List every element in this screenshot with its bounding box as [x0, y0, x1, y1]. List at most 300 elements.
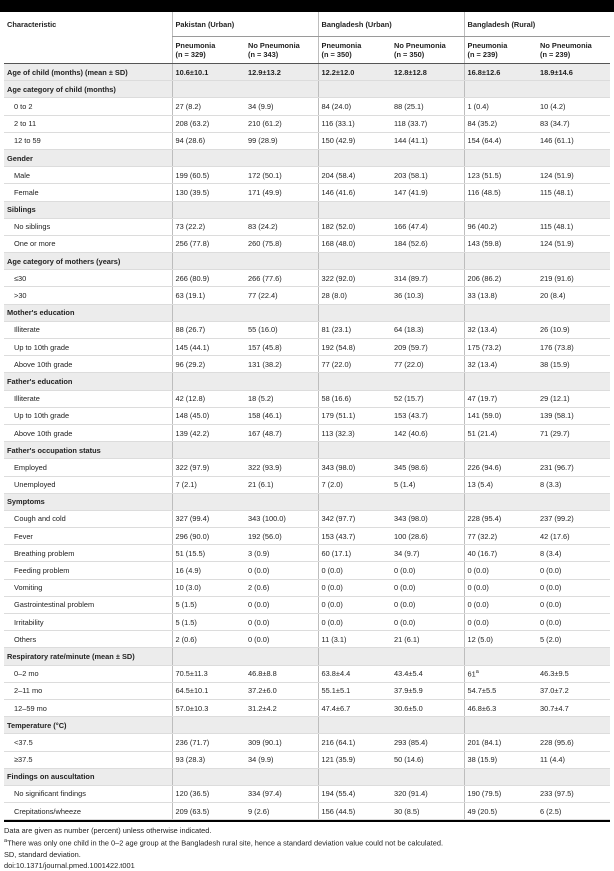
- table-cell: [172, 493, 245, 510]
- cell-value: 5 (1.5): [175, 617, 197, 627]
- table-cell: [172, 235, 245, 252]
- cell-value: 182 (52.0): [321, 222, 356, 232]
- table-cell: [318, 235, 391, 252]
- cell-value: 13 (5.4): [467, 480, 493, 490]
- section-row: [4, 493, 610, 510]
- row-label: Up to 10th grade: [4, 407, 172, 424]
- table-cell: [464, 373, 537, 390]
- cell-value: 42 (17.6): [540, 531, 570, 541]
- table-cell: [172, 562, 245, 579]
- cell-value: 34 (9.7): [394, 548, 420, 558]
- table-cell: [318, 803, 391, 820]
- cell-value: 260 (75.8): [248, 239, 282, 249]
- section-row: [4, 648, 610, 665]
- cell-value: 77 (22.0): [394, 359, 424, 369]
- cell-value: 209 (63.5): [175, 806, 210, 816]
- cell-value: 88 (25.1): [394, 101, 424, 111]
- table-cell: [391, 545, 464, 562]
- cell-value: 266 (77.6): [248, 273, 282, 283]
- table-row: [4, 665, 610, 682]
- table-cell: [172, 304, 245, 321]
- cell-value: 63 (19.1): [175, 291, 206, 301]
- table-row: [4, 459, 610, 476]
- table-top-bar: [0, 0, 614, 12]
- row-label: 2 to 11: [4, 115, 172, 132]
- table-cell: [464, 476, 537, 493]
- table-cell: [391, 579, 464, 596]
- group-header-label: Pneumonia: [175, 41, 216, 50]
- cell-value: 176 (73.8): [540, 342, 574, 352]
- cell-value: 29 (12.1): [540, 394, 570, 404]
- table-cell: [391, 424, 464, 441]
- row-label: Unemployed: [4, 476, 172, 493]
- cell-value: 42 (12.8): [175, 394, 206, 404]
- row-label: Up to 10th grade: [4, 339, 172, 356]
- cell-value: 32 (13.4): [467, 359, 498, 369]
- table-row: [4, 510, 610, 527]
- cell-value: 5 (1.4): [394, 480, 416, 490]
- table-cell: [391, 493, 464, 510]
- table-row: [4, 699, 610, 716]
- table-cell: [245, 682, 318, 699]
- cell-value: 28 (8.0): [321, 291, 347, 301]
- table-cell: [464, 390, 537, 407]
- table-cell: [464, 631, 537, 648]
- table-cell: [537, 424, 610, 441]
- table-cell: [537, 81, 610, 98]
- table-cell: [245, 510, 318, 527]
- cell-footnote-mark: a: [475, 668, 479, 675]
- cell-value: 0 (0.0): [248, 600, 270, 610]
- table-cell: [391, 734, 464, 751]
- table-cell: [245, 304, 318, 321]
- table-cell: [245, 424, 318, 441]
- table-cell: [172, 459, 245, 476]
- cell-value: 320 (91.4): [394, 789, 428, 799]
- group-header-label: Pneumonia: [467, 41, 508, 50]
- cell-value: 145 (44.1): [175, 342, 210, 352]
- table-cell: [464, 493, 537, 510]
- table-cell: [318, 167, 391, 184]
- cell-value: 36 (10.3): [394, 291, 424, 301]
- table-cell: [318, 510, 391, 527]
- table-cell: [464, 528, 537, 545]
- cell-value: 166 (47.4): [394, 222, 428, 232]
- row-label: Age category of mothers (years): [4, 253, 172, 270]
- table-cell: [537, 287, 610, 304]
- cell-value: 31.2±4.2: [248, 703, 277, 713]
- cell-value: 1 (0.4): [467, 101, 489, 111]
- table-cell: [464, 184, 537, 201]
- cell-value: 116 (33.1): [321, 119, 355, 129]
- table-cell: [391, 510, 464, 527]
- cell-value: 64 (18.3): [394, 325, 424, 335]
- table-cell: [172, 81, 245, 98]
- group-header-n: (n = 343): [248, 50, 279, 59]
- cell-value: 343 (98.0): [394, 514, 428, 524]
- cell-value: 131 (38.2): [248, 359, 282, 369]
- cell-value: 343 (100.0): [248, 514, 286, 524]
- table-cell: [245, 614, 318, 631]
- cell-value: 51 (15.5): [175, 548, 206, 558]
- footnote-text: There was only one child in the 0–2 age group at the Bangladesh rural site, hence a standard deviation value could not be calculated.: [7, 838, 443, 848]
- table-row: [4, 235, 610, 252]
- cell-value: 121 (35.9): [321, 755, 356, 765]
- table-cell: [537, 356, 610, 373]
- table-cell: [245, 631, 318, 648]
- cell-value: 12 (5.0): [467, 634, 493, 644]
- table-cell: [464, 665, 537, 682]
- table-cell: [318, 528, 391, 545]
- table-cell: [537, 648, 610, 665]
- table-cell: [391, 132, 464, 149]
- table-cell: [245, 665, 318, 682]
- cell-value: 142 (40.6): [394, 428, 428, 438]
- table-cell: [245, 459, 318, 476]
- table-cell: [537, 149, 610, 166]
- cell-value: 55 (16.0): [248, 325, 278, 335]
- table-cell: [318, 768, 391, 785]
- cell-value: 12.2±12.0: [321, 67, 355, 77]
- cell-value: 209 (59.7): [394, 342, 428, 352]
- cell-value: 52 (15.7): [394, 394, 424, 404]
- table-cell: [245, 339, 318, 356]
- table-cell: [391, 64, 464, 81]
- table-cell: [537, 98, 610, 115]
- table-cell: [172, 614, 245, 631]
- table-cell: [537, 493, 610, 510]
- cell-value: 0 (0.0): [467, 617, 489, 627]
- row-label: Temperature (°C): [4, 717, 172, 734]
- cell-value: 9 (2.6): [248, 806, 270, 816]
- table-cell: [391, 98, 464, 115]
- cell-value: 5 (1.5): [175, 600, 197, 610]
- cell-value: 37.0±7.2: [540, 686, 569, 696]
- cell-value: 94 (28.6): [175, 136, 206, 146]
- table-cell: [464, 682, 537, 699]
- row-label: 0–2 mo: [4, 665, 172, 682]
- cell-value: 208 (63.2): [175, 119, 210, 129]
- cell-value: 37.2±6.0: [248, 686, 277, 696]
- table-cell: [537, 579, 610, 596]
- table-cell: [245, 235, 318, 252]
- table-cell: [318, 665, 391, 682]
- table-cell: [391, 201, 464, 218]
- cell-value: 46.8±8.8: [248, 669, 277, 679]
- table-row: [4, 64, 610, 81]
- table-cell: [172, 665, 245, 682]
- table-cell: [245, 132, 318, 149]
- row-label: Father's occupation status: [4, 442, 172, 459]
- cell-value: 88 (26.7): [175, 325, 206, 335]
- table-cell: [172, 510, 245, 527]
- cell-value: 50 (14.6): [394, 755, 424, 765]
- table-cell: [391, 339, 464, 356]
- cell-value: 0 (0.0): [321, 583, 343, 593]
- table-cell: [245, 803, 318, 820]
- table-cell: [537, 442, 610, 459]
- table-row: [4, 682, 610, 699]
- row-label: Female: [4, 184, 172, 201]
- cell-value: 190 (79.5): [467, 789, 502, 799]
- table-cell: [172, 321, 245, 338]
- cell-value: 5 (2.0): [540, 634, 562, 644]
- group-header-n: (n = 239): [540, 50, 571, 59]
- table-cell: [245, 287, 318, 304]
- table-cell: [245, 201, 318, 218]
- row-label: Gastrointestinal problem: [4, 596, 172, 613]
- row-label: 12 to 59: [4, 132, 172, 149]
- table-cell: [464, 614, 537, 631]
- table-cell: [172, 596, 245, 613]
- cell-value: 216 (64.1): [321, 737, 356, 747]
- table-cell: [464, 132, 537, 149]
- table-cell: [172, 803, 245, 820]
- cell-value: 70.5±11.3: [175, 669, 208, 679]
- table-cell: [318, 562, 391, 579]
- table-cell: [391, 665, 464, 682]
- cell-value: 124 (51.9): [540, 239, 574, 249]
- cell-value: 30.7±4.7: [540, 703, 569, 713]
- section-row: [4, 717, 610, 734]
- table-row: [4, 339, 610, 356]
- cell-value: 60 (17.1): [321, 548, 352, 558]
- cell-value: 49 (20.5): [467, 806, 498, 816]
- cell-value: 226 (94.6): [467, 462, 502, 472]
- cell-value: 204 (58.4): [321, 170, 356, 180]
- cell-value: 146 (41.6): [321, 187, 356, 197]
- cell-value: 231 (96.7): [540, 462, 574, 472]
- site-header-bangladesh-rural: Bangladesh (Rural): [464, 12, 610, 37]
- cell-value: 10 (3.0): [175, 583, 201, 593]
- table-cell: [245, 407, 318, 424]
- cell-value: 7 (2.1): [175, 480, 197, 490]
- table-cell: [464, 648, 537, 665]
- table-row: [4, 803, 610, 820]
- table-cell: [318, 648, 391, 665]
- cell-value: 96 (29.2): [175, 359, 206, 369]
- cell-value: 115 (48.1): [540, 187, 574, 197]
- cell-value: 237 (99.2): [540, 514, 574, 524]
- row-label: Illiterate: [4, 321, 172, 338]
- row-label: Feeding problem: [4, 562, 172, 579]
- note-data-format: Data are given as number (percent) unless otherwise indicated.: [4, 826, 212, 836]
- table-cell: [245, 321, 318, 338]
- table-cell: [537, 545, 610, 562]
- table-cell: [464, 768, 537, 785]
- table-cell: [318, 81, 391, 98]
- table-cell: [172, 64, 245, 81]
- table-cell: [464, 545, 537, 562]
- cell-value: 34 (9.9): [248, 101, 274, 111]
- table-cell: [318, 476, 391, 493]
- table-cell: [464, 98, 537, 115]
- table-cell: [464, 717, 537, 734]
- cell-value: 51 (21.4): [467, 428, 498, 438]
- cell-value: 0 (0.0): [321, 600, 343, 610]
- section-row: [4, 304, 610, 321]
- table-cell: [464, 149, 537, 166]
- table-cell: [245, 149, 318, 166]
- table-cell: [245, 253, 318, 270]
- group-header-label: No Pneumonia: [248, 41, 300, 50]
- cell-value: 0 (0.0): [394, 566, 416, 576]
- cell-value: 18.9±14.6: [540, 67, 573, 77]
- cell-value: 0 (0.0): [467, 583, 489, 593]
- table-cell: [537, 184, 610, 201]
- cell-value: 130 (39.5): [175, 187, 210, 197]
- cell-value: 26 (10.9): [540, 325, 570, 335]
- row-label: Illiterate: [4, 390, 172, 407]
- table-cell: [245, 768, 318, 785]
- table-cell: [464, 803, 537, 820]
- cell-value: 334 (97.4): [248, 789, 282, 799]
- table-row: [4, 528, 610, 545]
- table-cell: [245, 98, 318, 115]
- cell-value: 266 (80.9): [175, 273, 210, 283]
- table-cell: [391, 459, 464, 476]
- cell-value: 10 (4.2): [540, 101, 566, 111]
- table-cell: [318, 184, 391, 201]
- cell-value: 21 (6.1): [394, 634, 420, 644]
- note-sd-definition: SD, standard deviation.: [4, 849, 81, 859]
- table-notes: [0, 822, 614, 870]
- cell-value: 156 (44.5): [321, 806, 356, 816]
- table-cell: [464, 407, 537, 424]
- cell-value: 236 (71.7): [175, 737, 210, 747]
- group-header-label: No Pneumonia: [394, 41, 446, 50]
- table-cell: [318, 321, 391, 338]
- table-cell: [391, 287, 464, 304]
- group-header: [318, 37, 391, 64]
- table-row: [4, 424, 610, 441]
- cell-value: 0 (0.0): [540, 583, 562, 593]
- table-row: [4, 184, 610, 201]
- table-cell: [172, 682, 245, 699]
- table-cell: [391, 648, 464, 665]
- cell-value: 46.3±9.5: [540, 669, 569, 679]
- cell-value: 47 (19.7): [467, 394, 498, 404]
- table-cell: [464, 81, 537, 98]
- cell-value: 20 (8.4): [540, 291, 566, 301]
- table-row: [4, 287, 610, 304]
- table-cell: [464, 356, 537, 373]
- row-label: Respiratory rate/minute (mean ± SD): [4, 648, 172, 665]
- table-cell: [172, 699, 245, 716]
- table-cell: [172, 717, 245, 734]
- row-label: Gender: [4, 149, 172, 166]
- table-cell: [391, 184, 464, 201]
- row-label: Irritability: [4, 614, 172, 631]
- table-cell: [245, 64, 318, 81]
- table-cell: [537, 218, 610, 235]
- cell-value: 143 (59.8): [467, 239, 502, 249]
- cell-value: 99 (28.9): [248, 136, 278, 146]
- table-cell: [464, 596, 537, 613]
- table-cell: [172, 631, 245, 648]
- row-label: Male: [4, 167, 172, 184]
- cell-value: 120 (36.5): [175, 789, 210, 799]
- table-cell: [245, 751, 318, 768]
- cell-value: 6 (2.5): [540, 806, 562, 816]
- table-cell: [172, 201, 245, 218]
- table-cell: [245, 699, 318, 716]
- table-cell: [537, 803, 610, 820]
- cell-value: 0 (0.0): [394, 617, 416, 627]
- cell-value: 0 (0.0): [248, 634, 270, 644]
- group-header-n: (n = 239): [467, 50, 498, 59]
- cell-value: 184 (52.6): [394, 239, 428, 249]
- table-cell: [318, 596, 391, 613]
- table-cell: [172, 579, 245, 596]
- table-cell: [318, 390, 391, 407]
- table-cell: [245, 476, 318, 493]
- cell-value: 11 (4.4): [540, 755, 565, 765]
- table-cell: [391, 390, 464, 407]
- cell-value: 153 (43.7): [321, 531, 356, 541]
- table-row: [4, 596, 610, 613]
- cell-value: 0 (0.0): [540, 600, 562, 610]
- table-cell: [537, 321, 610, 338]
- group-header: [172, 37, 245, 64]
- cell-value: 8 (3.4): [540, 548, 562, 558]
- table-cell: [172, 218, 245, 235]
- section-row: [4, 768, 610, 785]
- row-label: Above 10th grade: [4, 424, 172, 441]
- table-cell: [537, 562, 610, 579]
- cell-value: 0 (0.0): [540, 617, 562, 627]
- table-row: [4, 356, 610, 373]
- table-cell: [537, 201, 610, 218]
- table-cell: [245, 493, 318, 510]
- table-cell: [537, 751, 610, 768]
- cell-value: 30 (8.5): [394, 806, 420, 816]
- table-cell: [391, 373, 464, 390]
- group-header-n: (n = 350): [321, 50, 352, 59]
- table-cell: [391, 115, 464, 132]
- row-label: ≥37.5: [4, 751, 172, 768]
- table-cell: [537, 510, 610, 527]
- table-cell: [537, 64, 610, 81]
- table-row: [4, 545, 610, 562]
- table-cell: [391, 356, 464, 373]
- table-cell: [318, 734, 391, 751]
- cell-value: 314 (89.7): [394, 273, 428, 283]
- table-cell: [172, 356, 245, 373]
- table-cell: [318, 407, 391, 424]
- table-cell: [245, 390, 318, 407]
- table-cell: [537, 167, 610, 184]
- cell-value: 172 (50.1): [248, 170, 282, 180]
- table-cell: [464, 734, 537, 751]
- table-cell: [245, 648, 318, 665]
- table-cell: [537, 390, 610, 407]
- cell-value: 77 (22.0): [321, 359, 352, 369]
- cell-value: 16 (4.9): [175, 566, 201, 576]
- cell-value: 201 (84.1): [467, 737, 502, 747]
- table-cell: [172, 528, 245, 545]
- cell-value: 96 (40.2): [467, 222, 498, 232]
- cell-value: 146 (61.1): [540, 136, 574, 146]
- cell-value: 61: [467, 669, 476, 679]
- table-cell: [391, 717, 464, 734]
- table-cell: [537, 373, 610, 390]
- table-cell: [172, 132, 245, 149]
- table-cell: [391, 631, 464, 648]
- table-cell: [391, 476, 464, 493]
- table-cell: [172, 270, 245, 287]
- cell-value: 43.4±5.4: [394, 669, 423, 679]
